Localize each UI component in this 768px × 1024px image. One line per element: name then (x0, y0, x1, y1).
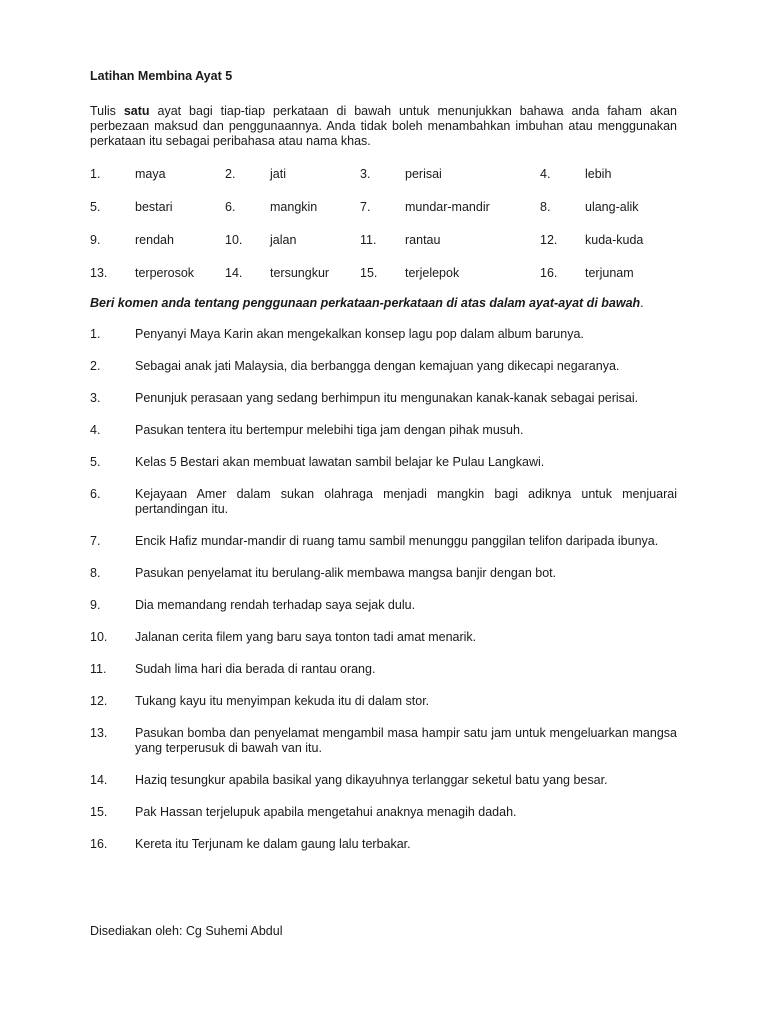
word-list (90, 167, 677, 299)
word-item: rendah (135, 233, 174, 247)
list-item (90, 391, 677, 406)
word-number: 5. (90, 200, 101, 214)
word-number: 1. (90, 167, 101, 181)
author-credit: Disediakan oleh: Cg Suhemi Abdul (90, 924, 283, 938)
word-item: rantau (405, 233, 441, 247)
word-item: bestari (135, 200, 173, 214)
sentence-text: Kereta itu Terjunam ke dalam gaung lalu terbakar. (135, 837, 411, 851)
sentence-number: 1. (90, 327, 101, 341)
word-row (90, 200, 677, 233)
worksheet (90, 68, 677, 869)
word-item: mundar-mandir (405, 200, 490, 214)
sentence-number: 5. (90, 455, 101, 469)
sentence-number: 11. (90, 662, 107, 676)
sentence-text: Pasukan tentera itu bertempur melebihi tiga jam dengan pihak musuh. (135, 423, 524, 437)
list-item (90, 487, 677, 517)
list-item (90, 534, 677, 549)
word-number: 16. (540, 266, 558, 280)
sentence-number: 3. (90, 391, 101, 405)
sentence-number: 13. (90, 726, 108, 740)
sentence-text: Kelas 5 Bestari akan membuat lawatan sambil belajar ke Pulau Langkawi. (135, 455, 545, 469)
word-row (90, 233, 677, 266)
sentence-text: Pasukan penyelamat itu berulang-alik membawa mangsa banjir dengan bot. (135, 566, 557, 580)
list-item (90, 694, 677, 709)
sentence-text: Encik Hafiz mundar-mandir di ruang tamu sambil menunggu panggilan telifon daripada ibunya. (135, 534, 659, 548)
word-number: 8. (540, 200, 551, 214)
sentence-text: Dia memandang rendah terhadap saya sejak dulu. (135, 598, 416, 612)
word-number: 2. (225, 167, 236, 181)
sentence-number: 15. (90, 805, 108, 819)
sentence-number: 4. (90, 423, 101, 437)
sentence-text: Pak Hassan terjelupuk apabila mengetahui anaknya menagih dadah. (135, 805, 517, 819)
list-item (90, 837, 677, 852)
sentence-number: 16. (90, 837, 108, 851)
word-item: perisai (405, 167, 442, 181)
sentence-text: Kejayaan Amer dalam sukan olahraga menjadi mangkin bagi adiknya untuk menjuarai pertandingan itu. (135, 487, 677, 516)
sentence-list (90, 327, 677, 852)
list-item (90, 359, 677, 374)
word-number: 11. (360, 233, 377, 247)
word-item: jalan (270, 233, 297, 247)
word-number: 15. (360, 266, 378, 280)
sentence-number: 14. (90, 773, 108, 787)
sentence-text: Pasukan bomba dan penyelamat mengambil masa hampir satu jam untuk mengeluarkan mangsa yang terperusuk di bawah van itu. (135, 726, 677, 755)
list-item (90, 327, 677, 342)
word-number: 4. (540, 167, 551, 181)
list-item (90, 773, 677, 788)
sentence-text: Tukang kayu itu menyimpan kekuda itu di dalam stor. (135, 694, 430, 708)
word-item: ulang-alik (585, 200, 639, 214)
word-item: mangkin (270, 200, 318, 214)
sentence-number: 2. (90, 359, 101, 373)
sentence-number: 10. (90, 630, 108, 644)
word-item: kuda-kuda (585, 233, 644, 247)
list-item (90, 423, 677, 438)
sentence-text: Sudah lima hari dia berada di rantau orang. (135, 662, 376, 676)
instructions-lead: Tulis (90, 104, 124, 118)
directive-end: . (640, 296, 644, 310)
word-row (90, 167, 677, 200)
word-item: terperosok (135, 266, 195, 280)
sentence-number: 9. (90, 598, 101, 612)
word-number: 14. (225, 266, 243, 280)
sentence-text: Sebagai anak jati Malaysia, dia berbangga dengan kemajuan yang dikecapi negaranya. (135, 359, 620, 373)
sentence-text: Jalanan cerita filem yang baru saya tonton tadi amat menarik. (135, 630, 477, 644)
list-item (90, 726, 677, 756)
word-number: 9. (90, 233, 101, 247)
instructions-emphasis: satu (123, 104, 150, 118)
word-item: terjelepok (405, 266, 460, 280)
word-item: lebih (585, 167, 612, 181)
list-item (90, 598, 677, 613)
worksheet-title: Latihan Membina Ayat 5 (90, 69, 233, 83)
list-item (90, 805, 677, 820)
word-number: 10. (225, 233, 243, 247)
word-item: maya (135, 167, 166, 181)
sentence-text: Haziq tesungkur apabila basikal yang dikayuhnya terlanggar seketul batu yang besar. (135, 773, 608, 787)
sentence-text: Penyanyi Maya Karin akan mengekalkan konsep lagu pop dalam album barunya. (135, 327, 584, 341)
sentence-text: Penunjuk perasaan yang sedang berhimpun itu mengunakan kanak-kanak sebagai perisai. (135, 391, 639, 405)
word-number: 13. (90, 266, 108, 280)
list-item (90, 662, 677, 677)
comment-directive (90, 295, 677, 311)
sentence-number: 12. (90, 694, 108, 708)
sentence-number: 7. (90, 534, 101, 548)
directive-text: Beri komen anda tentang penggunaan perkataan-perkataan di atas dalam ayat-ayat di bawah (90, 296, 641, 310)
sentence-number: 8. (90, 566, 101, 580)
instructions-rest: ayat bagi tiap-tiap perkataan di bawah untuk menunjukkan bahawa anda faham akan perbezaan maksud dan penggunaannya. Anda tidak boleh menambahkan imbuhan atau menggunakan perkataan itu sebagai peribahasa atau nama khas. (90, 104, 677, 148)
list-item (90, 566, 677, 581)
word-item: terjunam (585, 266, 634, 280)
word-number: 3. (360, 167, 371, 181)
word-item: tersungkur (270, 266, 330, 280)
instructions (90, 104, 677, 149)
word-number: 12. (540, 233, 558, 247)
list-item (90, 630, 677, 645)
list-item (90, 455, 677, 470)
sentence-number: 6. (90, 487, 101, 501)
word-number: 6. (225, 200, 236, 214)
word-item: jati (270, 167, 286, 181)
word-number: 7. (360, 200, 371, 214)
